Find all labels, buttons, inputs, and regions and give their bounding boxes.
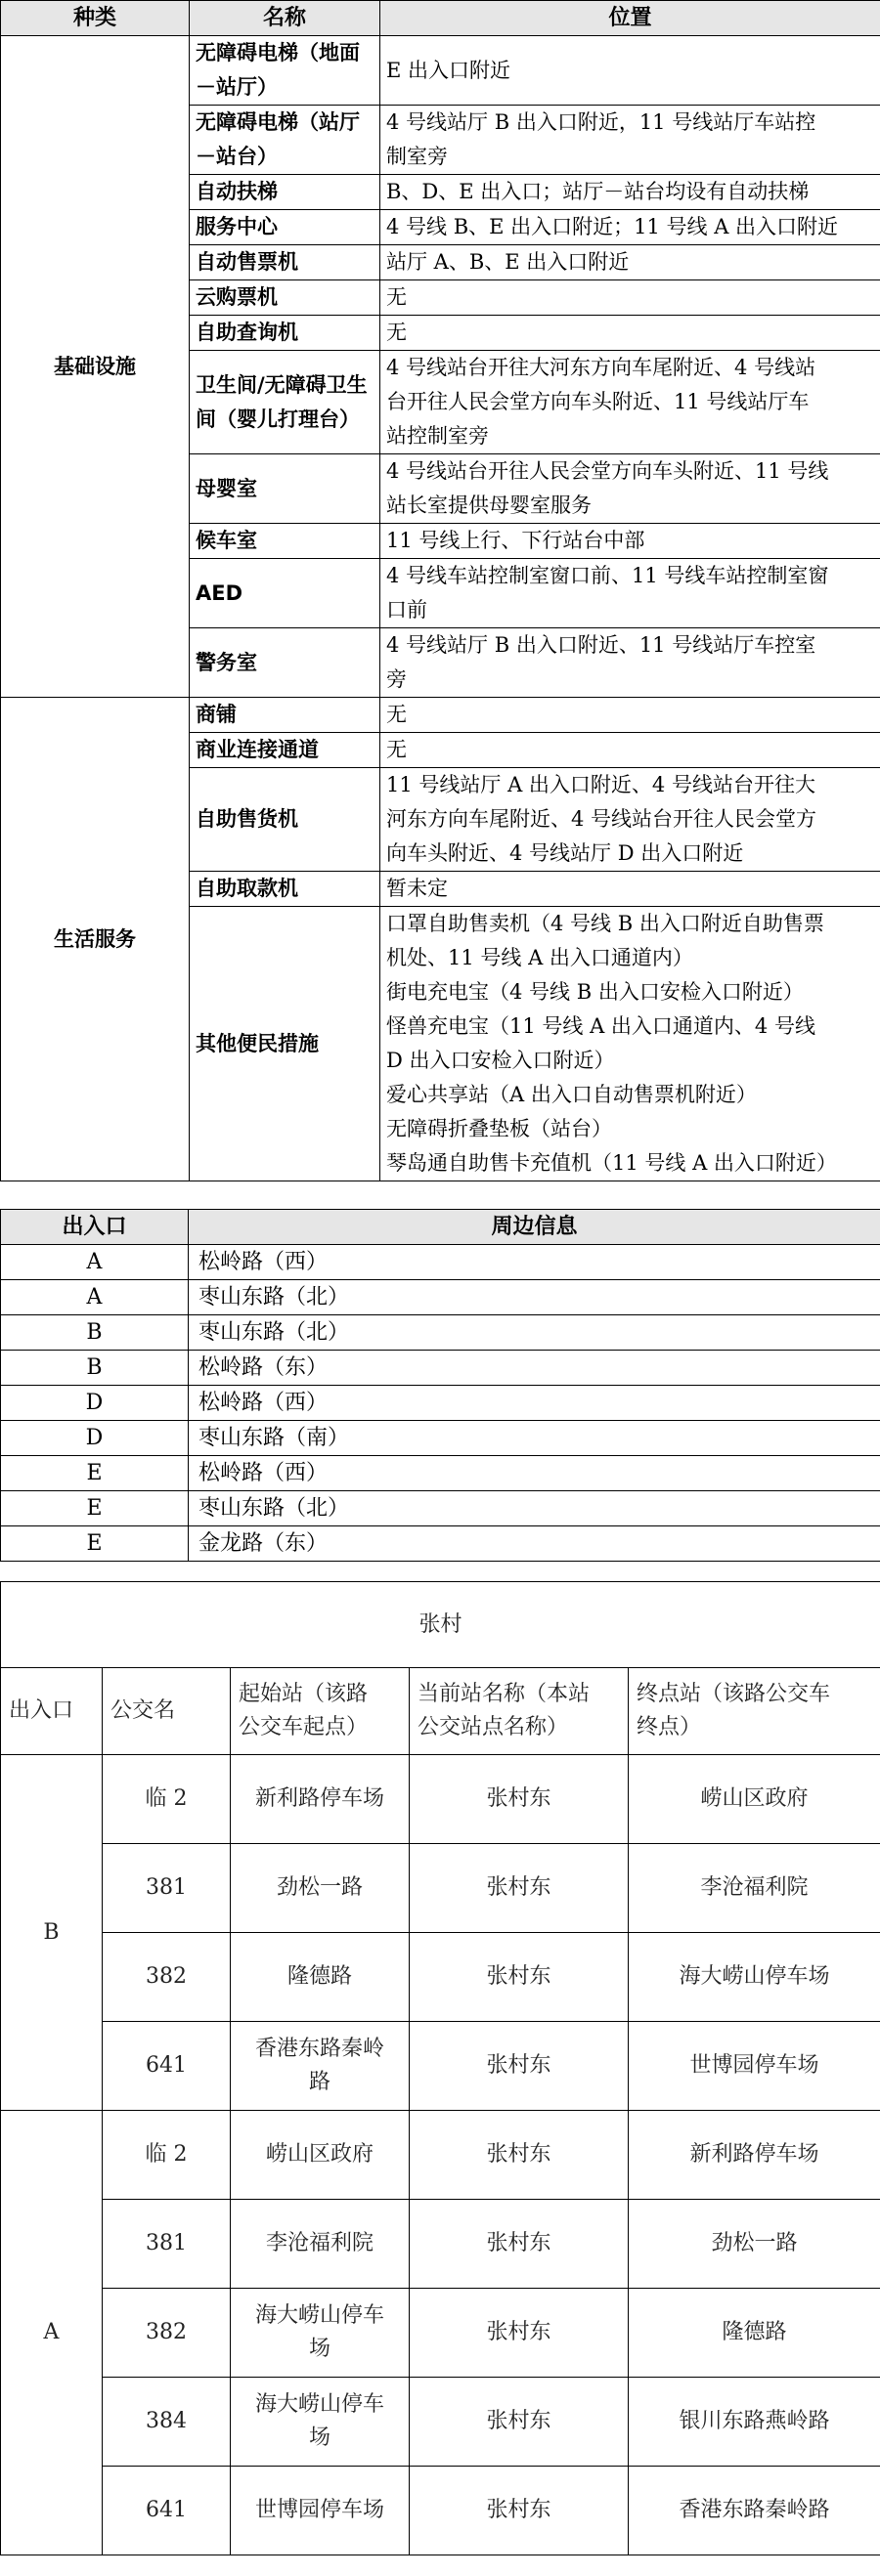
bus-end — [629, 1755, 880, 1844]
bus-header-cell — [629, 1668, 880, 1755]
exit-surrounding: 松岭路（东） — [189, 1351, 880, 1386]
bus-header-cell: 出入口 — [1, 1668, 103, 1755]
facility-location-line: 站厅 A、B、E 出入口附近 — [386, 250, 630, 274]
bus-current: 张村东 — [410, 1844, 629, 1933]
bus-start — [231, 1755, 410, 1844]
facility-location — [380, 351, 880, 454]
facility-name — [190, 175, 380, 210]
facility-location — [380, 628, 880, 698]
bus-end — [629, 2378, 880, 2467]
facility-location — [380, 280, 880, 316]
exit-surrounding: 枣山东路（北） — [189, 1315, 880, 1351]
bus-row — [1, 2022, 880, 2111]
bus-current: 张村东 — [410, 1933, 629, 2022]
facility-location-line: 11 号线上行、下行站台中部 — [386, 529, 645, 552]
facility-location — [380, 733, 880, 768]
facility-location-line: 河东方向车尾附近、4 号线站台开往人民会堂方 — [386, 807, 817, 831]
bus-row — [1, 2467, 880, 2555]
exit-label: D — [1, 1421, 189, 1456]
exit-surrounding: 松岭路（西） — [189, 1386, 880, 1421]
bus-line: 381 — [103, 2200, 231, 2289]
facility-location-line: 4 号线站台开往人民会堂方向车头附近、11 号线 — [386, 459, 829, 483]
bus-current: 张村东 — [410, 2200, 629, 2289]
facility-name-line: 警务室 — [196, 650, 257, 674]
bus-current: 张村东 — [410, 1755, 629, 1844]
facility-location — [380, 454, 880, 524]
bus-start — [231, 2111, 410, 2200]
exit-row — [1, 1491, 880, 1526]
bus-line: 384 — [103, 2378, 231, 2467]
bus-start-line: 香港东路秦岭 — [254, 2037, 384, 2061]
facility-location — [380, 524, 880, 559]
facility-location — [380, 106, 880, 175]
bus-current: 张村东 — [410, 2378, 629, 2467]
exit-label: D — [1, 1386, 189, 1421]
exit-label: E — [1, 1456, 189, 1491]
facility-name-line: 自动售票机 — [196, 250, 298, 274]
facility-name — [190, 628, 380, 698]
facility-name-line: 服务中心 — [196, 215, 278, 238]
facility-name-line: 母婴室 — [196, 476, 257, 500]
facility-location-line: 台开往人民会堂方向车头附近、11 号线站厅车 — [386, 390, 810, 413]
bus-header-line: 起始站（该路 — [239, 1682, 369, 1706]
facility-table — [0, 0, 880, 1181]
facility-name — [190, 280, 380, 316]
station-title: 张村 — [1, 1582, 880, 1668]
exit-surrounding: 松岭路（西） — [189, 1456, 880, 1491]
bus-current: 张村东 — [410, 2289, 629, 2378]
bus-current: 张村东 — [410, 2022, 629, 2111]
exit-row — [1, 1245, 880, 1280]
bus-end — [629, 2467, 880, 2555]
facility-name — [190, 245, 380, 280]
bus-start — [231, 2022, 410, 2111]
bus-row — [1, 2111, 880, 2200]
exit-row — [1, 1386, 880, 1421]
facility-location-line: 4 号线站台开往大河东方向车尾附近、4 号线站 — [386, 356, 816, 379]
facility-location-line: 无 — [386, 321, 407, 344]
exit-row — [1, 1421, 880, 1456]
bus-end — [629, 1844, 880, 1933]
bus-header-cell — [231, 1668, 410, 1755]
bus-end — [629, 2289, 880, 2378]
facility-location-line: 无 — [386, 738, 407, 761]
facility-location — [380, 210, 880, 245]
bus-end-line: 海大崂山停车场 — [679, 1964, 830, 1989]
facility-location-line: 机处、11 号线 A 出入口通道内） — [386, 946, 693, 969]
bus-line: 381 — [103, 1844, 231, 1933]
bus-exit-cell: B — [1, 1755, 103, 2111]
facility-location-line: 爱心共享站（A 出入口自动售票机附近） — [386, 1083, 757, 1106]
exit-surrounding: 枣山东路（南） — [189, 1421, 880, 1456]
facility-location-line: 口罩自助售卖机（4 号线 B 出入口附近自助售票 — [386, 912, 824, 935]
facility-location — [380, 768, 880, 872]
facility-location-line: 无 — [386, 703, 407, 726]
exit-row — [1, 1456, 880, 1491]
bus-exit-cell: A — [1, 2111, 103, 2555]
exit-header-row — [1, 1210, 880, 1245]
bus-header-line: 当前站名称（本站 — [418, 1682, 591, 1706]
bus-header-line: 公交车起点） — [239, 1715, 369, 1739]
facility-location — [380, 175, 880, 210]
facility-location-line: 街电充电宝（4 号线 B 出入口安检入口附近） — [386, 980, 804, 1004]
bus-start — [231, 1933, 410, 2022]
bus-row — [1, 2289, 880, 2378]
facility-name-line: 无障碍电梯（地 — [196, 41, 339, 64]
exit-row — [1, 1315, 880, 1351]
bus-start-line: 李沧福利院 — [265, 2231, 374, 2255]
facility-name-line: AED — [196, 580, 243, 605]
facility-name-line: 卫生间/无障碍 — [196, 372, 327, 397]
facility-name-line: 候车室 — [196, 529, 257, 552]
bus-end-line: 银川东路燕岭路 — [679, 2409, 830, 2433]
facility-name-line: 商业连接通道 — [196, 738, 319, 761]
category-cell: 基础设施 — [1, 36, 190, 698]
bus-start-line: 海大崂山停车 — [254, 2392, 384, 2417]
facility-name-line: 厅－站台） — [196, 110, 360, 168]
facility-name — [190, 907, 380, 1181]
facility-name-line: 自助售货机 — [196, 807, 298, 831]
facility-location-line: B、D、E 出入口；站厅－站台均设有自动扶梯 — [386, 180, 810, 203]
facility-location-line: 无 — [386, 285, 407, 309]
bus-end — [629, 2200, 880, 2289]
header-location: 位置 — [380, 1, 880, 36]
bus-row — [1, 1933, 880, 2022]
facility-location-line: 无障碍折叠垫板（站台） — [386, 1117, 612, 1140]
exit-label: B — [1, 1351, 189, 1386]
facility-name-line: 商铺 — [196, 703, 237, 726]
bus-current: 张村东 — [410, 2111, 629, 2200]
facility-location-line: 制室旁 — [386, 145, 448, 168]
bus-current: 张村东 — [410, 2467, 629, 2555]
bus-line: 382 — [103, 2289, 231, 2378]
facility-location-line: 暂未定 — [386, 877, 448, 900]
facility-location-line: 4 号线车站控制室窗口前、11 号线车站控制室窗 — [386, 564, 829, 587]
facility-location-line: D 出入口安检入口附近） — [386, 1049, 615, 1072]
facility-name — [190, 524, 380, 559]
facility-row — [1, 36, 880, 106]
bus-header-line: 公交站点名称） — [418, 1715, 569, 1739]
bus-start-line: 崂山区政府 — [265, 2142, 374, 2167]
bus-header-line: 终点站（该路公交车 — [637, 1682, 831, 1706]
bus-end — [629, 2111, 880, 2200]
bus-table — [0, 1581, 880, 2555]
facility-location-line: 怪兽充电宝（11 号线 A 出入口通道内、4 号线 — [386, 1014, 815, 1038]
facility-location — [380, 907, 880, 1181]
facility-header-row — [1, 1, 880, 36]
exit-label: E — [1, 1491, 189, 1526]
bus-header-row — [1, 1668, 880, 1755]
bus-header-cell — [410, 1668, 629, 1755]
facility-name-line: 理台） — [298, 407, 360, 431]
facility-name — [190, 733, 380, 768]
exit-row — [1, 1526, 880, 1562]
bus-end-line: 新利路停车场 — [689, 2142, 819, 2167]
facility-name-line: 云购票机 — [196, 285, 278, 309]
bus-start-line: 隆德路 — [286, 1964, 352, 1989]
facility-name-line: 自动扶梯 — [196, 180, 278, 203]
bus-start — [231, 2289, 410, 2378]
facility-name — [190, 36, 380, 106]
bus-line: 临 2 — [103, 1755, 231, 1844]
facility-name-line: 其他便民措施 — [196, 1031, 319, 1055]
bus-start-line: 场 — [308, 2337, 330, 2361]
bus-title-row — [1, 1582, 880, 1668]
facility-location — [380, 316, 880, 351]
bus-end-line: 隆德路 — [722, 2320, 787, 2344]
facility-location-line: 4 号线站厅 B 出入口附近，11 号线站厅车站控 — [386, 110, 816, 134]
bus-line: 382 — [103, 1933, 231, 2022]
exit-surrounding: 枣山东路（北） — [189, 1280, 880, 1315]
exit-surrounding: 金龙路（东） — [189, 1526, 880, 1562]
bus-row — [1, 2378, 880, 2467]
bus-start — [231, 2200, 410, 2289]
facility-location — [380, 698, 880, 733]
facility-name-line: 自助取款机 — [196, 877, 298, 900]
facility-location-line: 站控制室旁 — [386, 424, 489, 448]
facility-name-line: 无障碍电梯（站 — [196, 110, 339, 134]
facility-location-line: 旁 — [386, 667, 407, 691]
facility-location — [380, 872, 880, 907]
header-exit: 出入口 — [1, 1210, 189, 1245]
header-name: 名称 — [190, 1, 380, 36]
bus-line: 临 2 — [103, 2111, 231, 2200]
facility-name — [190, 559, 380, 628]
bus-start — [231, 1844, 410, 1933]
header-surroundings: 周边信息 — [189, 1210, 880, 1245]
exit-label: A — [1, 1245, 189, 1280]
facility-location — [380, 36, 880, 106]
exit-row — [1, 1280, 880, 1315]
bus-end — [629, 1933, 880, 2022]
bus-end-line: 劲松一路 — [711, 2231, 798, 2255]
facility-name — [190, 454, 380, 524]
facility-location-line: 4 号线站厅 B 出入口附近、11 号线站厅车控室 — [386, 633, 816, 657]
bus-row — [1, 1844, 880, 1933]
facility-location-line: 琴岛通自助售卡充值机（11 号线 A 出入口附近） — [386, 1151, 837, 1175]
exit-label: A — [1, 1280, 189, 1315]
bus-row — [1, 2200, 880, 2289]
bus-header-cell: 公交名 — [103, 1668, 231, 1755]
facility-location — [380, 245, 880, 280]
facility-name — [190, 768, 380, 872]
exit-table — [0, 1209, 880, 1562]
bus-start-line: 新利路停车场 — [254, 1786, 384, 1811]
facility-location-line: 向车头附近、4 号线站厅 D 出入口附近 — [386, 841, 744, 865]
exit-row — [1, 1351, 880, 1386]
bus-start — [231, 2467, 410, 2555]
facility-row — [1, 698, 880, 733]
facility-location-line: E 出入口附近 — [386, 58, 511, 82]
facility-name — [190, 210, 380, 245]
header-category: 种类 — [1, 1, 190, 36]
exit-surrounding: 松岭路（西） — [189, 1245, 880, 1280]
bus-start-line: 海大崂山停车 — [254, 2303, 384, 2328]
bus-row — [1, 1755, 880, 1844]
bus-end-line: 香港东路秦岭路 — [679, 2498, 830, 2522]
facility-name — [190, 351, 380, 454]
exit-label: E — [1, 1526, 189, 1562]
bus-end-line: 世博园停车场 — [689, 2053, 819, 2078]
facility-location — [380, 559, 880, 628]
facility-location-line: 11 号线站厅 A 出入口附近、4 号线站台开往大 — [386, 773, 815, 796]
bus-start-line: 劲松一路 — [276, 1875, 363, 1900]
facility-name — [190, 316, 380, 351]
facility-name-line: 卫生间（婴儿打 — [196, 372, 368, 431]
category-cell: 生活服务 — [1, 698, 190, 1181]
bus-line: 641 — [103, 2467, 231, 2555]
facility-location-line: 4 号线 B、E 出入口附近；11 号线 A 出入口附近 — [386, 215, 839, 238]
bus-start-line: 世博园停车场 — [254, 2498, 384, 2522]
bus-line: 641 — [103, 2022, 231, 2111]
bus-end — [629, 2022, 880, 2111]
facility-name — [190, 106, 380, 175]
bus-start-line: 路 — [308, 2070, 330, 2094]
exit-label: B — [1, 1315, 189, 1351]
bus-start — [231, 2378, 410, 2467]
bus-end-line: 崂山区政府 — [700, 1786, 809, 1811]
bus-header-line: 终点） — [637, 1715, 702, 1739]
bus-end-line: 李沧福利院 — [700, 1875, 809, 1900]
bus-start-line: 场 — [308, 2426, 330, 2450]
facility-name — [190, 698, 380, 733]
facility-location-line: 站长室提供母婴室服务 — [386, 494, 592, 517]
facility-name — [190, 872, 380, 907]
facility-name-line: 面－站厅） — [196, 41, 360, 99]
facility-location-line: 口前 — [386, 598, 427, 622]
facility-name-line: 自助查询机 — [196, 321, 298, 344]
exit-surrounding: 枣山东路（北） — [189, 1491, 880, 1526]
